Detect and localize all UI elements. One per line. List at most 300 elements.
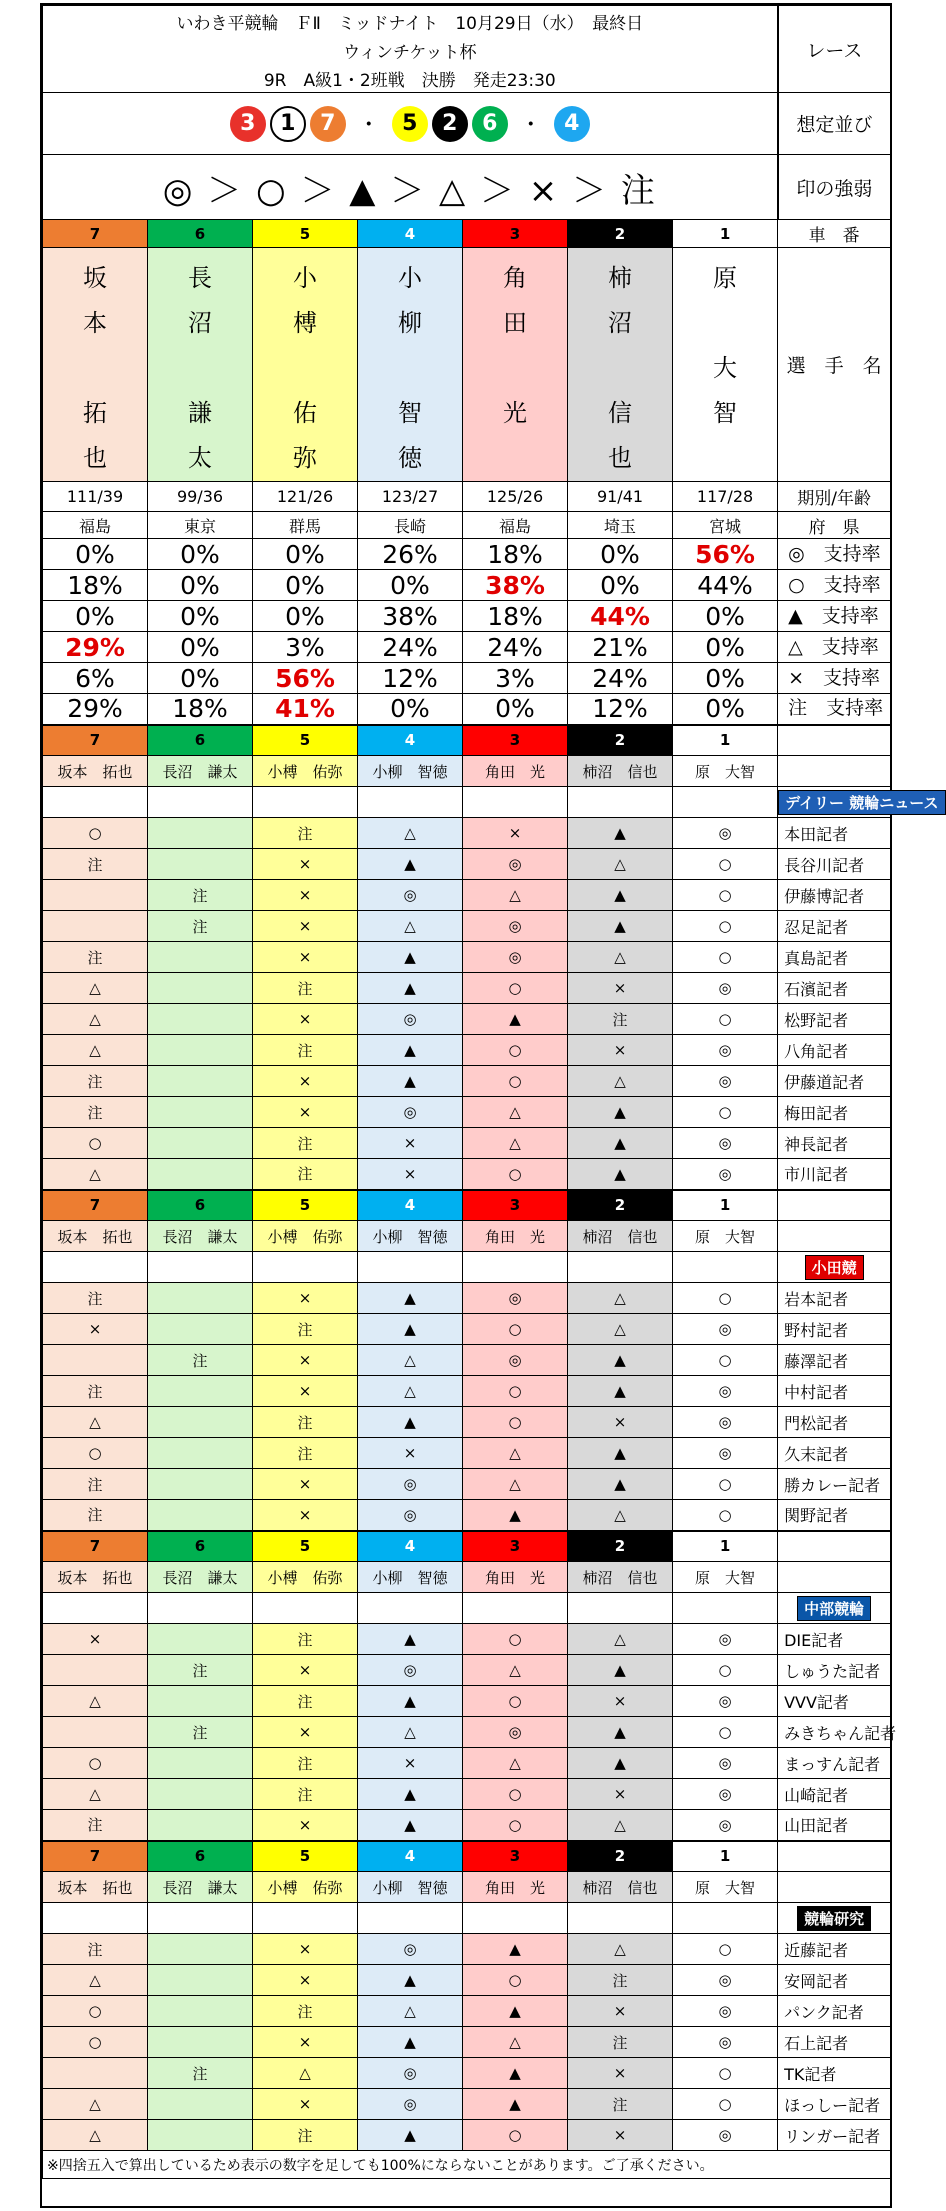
rider-name-char: 智 <box>398 399 422 427</box>
rider-term: 123/27 <box>358 482 463 512</box>
lineup-label: 想定並び <box>778 93 891 155</box>
rider-name-char: 拓 <box>83 399 107 427</box>
support-rate: 21% <box>568 632 673 663</box>
prediction-mark: × <box>253 1810 358 1841</box>
car-number-4: 4 <box>358 220 463 248</box>
group-rider-name: 小柳 智徳 <box>358 756 463 787</box>
prediction-mark <box>148 1624 253 1655</box>
group-rider-name: 原 大智 <box>673 1221 778 1252</box>
term-label: 期別/年齢 <box>778 482 891 512</box>
prediction-mark: 注 <box>253 1996 358 2027</box>
prediction-mark: ◎ <box>358 1469 463 1500</box>
prediction-mark: ▲ <box>358 1624 463 1655</box>
mark-strength: ◎ ＞ ○ ＞ ▲ ＞ △ ＞ × ＞ 注 <box>43 155 778 220</box>
support-rate: 0% <box>253 570 358 601</box>
prediction-mark: × <box>253 942 358 973</box>
group-car-number: 6 <box>148 1190 253 1221</box>
support-rate: 0% <box>148 570 253 601</box>
prediction-mark: ▲ <box>568 1438 673 1469</box>
reporter-name: 神長記者 <box>778 1128 891 1159</box>
group-car-number: 5 <box>253 1190 358 1221</box>
prediction-mark: △ <box>43 1965 148 1996</box>
prediction-mark: ▲ <box>463 1500 568 1531</box>
prediction-mark: ▲ <box>568 1097 673 1128</box>
prediction-mark: 注 <box>253 1624 358 1655</box>
reporter-name: 市川記者 <box>778 1159 891 1190</box>
group-rider-name: 角田 光 <box>463 1872 568 1903</box>
reporter-name: 門松記者 <box>778 1407 891 1438</box>
blank <box>778 1221 891 1252</box>
support-rate: 18% <box>148 694 253 725</box>
rider-name-char: 角 <box>503 264 527 292</box>
rider-name-3 <box>463 248 568 482</box>
car-number-2: 2 <box>568 220 673 248</box>
prediction-mark: ○ <box>673 1283 778 1314</box>
reporter-name: 中村記者 <box>778 1376 891 1407</box>
prediction-mark: × <box>568 2058 673 2089</box>
rider-name-char: 原 <box>713 264 738 292</box>
prediction-mark: ○ <box>673 880 778 911</box>
rider-name-char: 信 <box>608 399 632 427</box>
race-name: ウィンチケット杯 <box>43 37 778 65</box>
blank <box>568 1593 673 1624</box>
prediction-mark: ◎ <box>463 1345 568 1376</box>
prediction-mark: 注 <box>43 849 148 880</box>
group-car-number: 5 <box>253 725 358 756</box>
rider-name-char: 柳 <box>398 309 422 337</box>
prediction-mark <box>148 1438 253 1469</box>
prediction-mark: ◎ <box>358 1004 463 1035</box>
group-rider-name: 小柳 智徳 <box>358 1562 463 1593</box>
prediction-mark: △ <box>43 1159 148 1190</box>
footnote: ※四捨五入で算出しているため表示の数字を足しても100%にならないことがあります。ご了承ください。 <box>43 2151 891 2179</box>
support-label: △ 支持率 <box>778 632 891 663</box>
reporter-name: 八角記者 <box>778 1035 891 1066</box>
reporter-name: ほっしー記者 <box>778 2089 891 2120</box>
group-rider-name: 角田 光 <box>463 1221 568 1252</box>
prediction-mark: ▲ <box>358 1283 463 1314</box>
prediction-mark: △ <box>568 1500 673 1531</box>
prediction-mark: △ <box>568 942 673 973</box>
race-label: レース <box>778 6 891 93</box>
reporter-name: VVV記者 <box>778 1686 891 1717</box>
reporter-name: しゅうた記者 <box>778 1655 891 1686</box>
prediction-mark: ◎ <box>673 1810 778 1841</box>
prediction-mark: △ <box>43 1407 148 1438</box>
prediction-mark: 注 <box>43 1934 148 1965</box>
support-rate: 38% <box>358 601 463 632</box>
prediction-mark: 注 <box>253 973 358 1004</box>
lineup-separator: ・ <box>357 113 380 138</box>
support-label: ◎ 支持率 <box>778 539 891 570</box>
prediction-mark: × <box>568 1686 673 1717</box>
group-car-number: 4 <box>358 1190 463 1221</box>
rider-name-char <box>253 346 357 391</box>
group-car-number: 5 <box>253 1841 358 1872</box>
rider-name-char: 也 <box>83 444 107 472</box>
support-rate: 44% <box>568 601 673 632</box>
prediction-mark: △ <box>463 2027 568 2058</box>
blank <box>358 1593 463 1624</box>
prediction-mark: × <box>358 1438 463 1469</box>
prediction-mark <box>43 1717 148 1748</box>
prediction-mark: 注 <box>253 1159 358 1190</box>
group-car-number: 3 <box>463 1841 568 1872</box>
prediction-mark: △ <box>358 818 463 849</box>
group-car-number: 6 <box>148 1531 253 1562</box>
group-car-number: 3 <box>463 725 568 756</box>
lineup-ball-4: 4 <box>554 106 590 142</box>
prediction-mark: × <box>463 818 568 849</box>
prediction-mark: × <box>568 2120 673 2151</box>
prediction-mark: △ <box>568 1283 673 1314</box>
pref-label: 府 県 <box>778 512 891 539</box>
car-number-1: 1 <box>673 220 778 248</box>
prediction-mark <box>43 911 148 942</box>
prediction-mark: ◎ <box>463 1717 568 1748</box>
support-label: × 支持率 <box>778 663 891 694</box>
prediction-mark: △ <box>358 1345 463 1376</box>
prediction-mark: ◎ <box>673 1035 778 1066</box>
prediction-mark: ○ <box>463 1314 568 1345</box>
prediction-mark: ▲ <box>568 818 673 849</box>
support-label: 注 支持率 <box>778 694 891 725</box>
prediction-mark: × <box>253 1500 358 1531</box>
lineup-ball-2: 2 <box>432 106 468 142</box>
group-car-number: 7 <box>43 725 148 756</box>
prediction-mark: 注 <box>43 1376 148 1407</box>
prediction-mark: ▲ <box>568 1655 673 1686</box>
prediction-mark: △ <box>43 1035 148 1066</box>
prediction-mark: △ <box>568 1624 673 1655</box>
prediction-mark: ◎ <box>463 942 568 973</box>
prediction-mark: ◎ <box>358 1500 463 1531</box>
group-car-number: 2 <box>568 1841 673 1872</box>
prediction-mark: ▲ <box>568 880 673 911</box>
prediction-mark: △ <box>568 1066 673 1097</box>
prediction-mark: ◎ <box>673 973 778 1004</box>
support-rate: 44% <box>673 570 778 601</box>
prediction-mark: ○ <box>463 973 568 1004</box>
prediction-mark: × <box>358 1748 463 1779</box>
prediction-mark: ▲ <box>463 1996 568 2027</box>
prediction-mark: △ <box>568 849 673 880</box>
support-rate: 12% <box>358 663 463 694</box>
prediction-mark: ○ <box>463 1066 568 1097</box>
prediction-mark: ◎ <box>673 1748 778 1779</box>
reporter-name: 真島記者 <box>778 942 891 973</box>
support-rate: 0% <box>673 694 778 725</box>
name-label: 選 手 名 <box>778 248 891 482</box>
prediction-mark: ○ <box>673 2058 778 2089</box>
prediction-mark: × <box>568 1407 673 1438</box>
support-rate: 0% <box>673 601 778 632</box>
prediction-mark: 注 <box>43 1283 148 1314</box>
rider-name-char <box>673 301 777 346</box>
prediction-mark: × <box>253 1965 358 1996</box>
race-info: 9R A級1・2班戦 決勝 発走23:30 <box>43 65 778 93</box>
support-rate: 0% <box>358 570 463 601</box>
rider-name-char: 弥 <box>293 444 317 472</box>
rider-name-char: 智 <box>713 399 738 427</box>
blank <box>778 756 891 787</box>
prediction-mark: × <box>253 1097 358 1128</box>
rider-name-char: 坂 <box>83 264 107 292</box>
prediction-mark: ▲ <box>358 2027 463 2058</box>
prediction-mark: × <box>568 1035 673 1066</box>
blank <box>463 787 568 818</box>
prediction-mark: ◎ <box>358 1097 463 1128</box>
group-rider-name: 坂本 拓也 <box>43 1872 148 1903</box>
prediction-mark: ▲ <box>463 2058 568 2089</box>
prediction-mark <box>148 1376 253 1407</box>
rider-pref: 宮城 <box>673 512 778 539</box>
meet-title: いわき平競輪 ＦⅡ ミッドナイト 10月29日（水） 最終日 <box>43 6 778 37</box>
prediction-mark: ▲ <box>568 1748 673 1779</box>
prediction-mark: ○ <box>673 1345 778 1376</box>
prediction-mark: △ <box>43 1686 148 1717</box>
prediction-mark: △ <box>43 1004 148 1035</box>
prediction-mark <box>148 2120 253 2151</box>
group-rider-name: 柿沼 信也 <box>568 1562 673 1593</box>
support-rate: 18% <box>43 570 148 601</box>
group-rider-name: 小榑 佑弥 <box>253 1872 358 1903</box>
prediction-mark: ▲ <box>568 1376 673 1407</box>
media-logo-text: デイリー 競輪ニュース <box>778 790 945 815</box>
prediction-mark <box>148 1996 253 2027</box>
prediction-mark: × <box>253 1066 358 1097</box>
prediction-mark: 注 <box>148 1345 253 1376</box>
prediction-mark <box>148 1810 253 1841</box>
group-car-number: 6 <box>148 725 253 756</box>
group-car-number: 4 <box>358 725 463 756</box>
support-rate: 6% <box>43 663 148 694</box>
prediction-mark: ▲ <box>358 1965 463 1996</box>
prediction-mark: × <box>43 1314 148 1345</box>
car-number-3: 3 <box>463 220 568 248</box>
prediction-mark: × <box>358 1128 463 1159</box>
blank <box>568 1903 673 1934</box>
prediction-mark: ▲ <box>568 1345 673 1376</box>
prediction-mark: 注 <box>253 1438 358 1469</box>
support-rate: 24% <box>358 632 463 663</box>
prediction-mark: ▲ <box>568 911 673 942</box>
rider-name-char: 光 <box>503 399 527 427</box>
media-logo <box>778 1593 891 1624</box>
prediction-mark: ○ <box>673 1469 778 1500</box>
rider-name-char <box>43 346 147 391</box>
group-car-number: 6 <box>148 1841 253 1872</box>
prediction-mark: ○ <box>673 1717 778 1748</box>
rider-name-char: 小 <box>398 264 422 292</box>
rider-term: 125/26 <box>463 482 568 512</box>
prediction-mark: × <box>253 2089 358 2120</box>
lineup-balls <box>43 93 778 155</box>
blank <box>463 1593 568 1624</box>
prediction-mark: ▲ <box>358 973 463 1004</box>
reporter-name: 長谷川記者 <box>778 849 891 880</box>
prediction-mark: ▲ <box>463 1934 568 1965</box>
group-rider-name: 長沼 謙太 <box>148 1221 253 1252</box>
lineup-ball-7: 7 <box>310 106 346 142</box>
prediction-mark: ◎ <box>358 1655 463 1686</box>
prediction-mark: ◎ <box>673 1996 778 2027</box>
blank <box>148 1593 253 1624</box>
rider-pref: 福島 <box>43 512 148 539</box>
rider-name-char: 徳 <box>398 444 422 472</box>
blank <box>358 787 463 818</box>
rider-name-char: 榑 <box>293 309 317 337</box>
prediction-mark: 注 <box>568 2027 673 2058</box>
prediction-mark: △ <box>43 973 148 1004</box>
prediction-mark: ○ <box>673 1655 778 1686</box>
prediction-mark: ○ <box>673 2089 778 2120</box>
prediction-mark: 注 <box>148 880 253 911</box>
prediction-mark: 注 <box>148 1717 253 1748</box>
rider-pref: 埼玉 <box>568 512 673 539</box>
prediction-mark: 注 <box>253 2120 358 2151</box>
race-sheet <box>40 3 939 2208</box>
rider-name-char: 本 <box>83 309 107 337</box>
car-label: 車 番 <box>778 220 891 248</box>
prediction-mark: ◎ <box>673 1686 778 1717</box>
support-rate: 38% <box>463 570 568 601</box>
prediction-mark: ◎ <box>673 1376 778 1407</box>
prediction-mark: ○ <box>463 1159 568 1190</box>
support-rate: 41% <box>253 694 358 725</box>
media-logo <box>778 1252 891 1283</box>
prediction-mark <box>148 1097 253 1128</box>
group-car-number: 4 <box>358 1531 463 1562</box>
reporter-name: 梅田記者 <box>778 1097 891 1128</box>
prediction-mark <box>43 880 148 911</box>
prediction-mark: △ <box>463 1438 568 1469</box>
prediction-mark: × <box>253 1345 358 1376</box>
group-rider-name: 小柳 智徳 <box>358 1872 463 1903</box>
prediction-mark: × <box>253 2027 358 2058</box>
blank <box>148 787 253 818</box>
reporter-name: リンガー記者 <box>778 2120 891 2151</box>
prediction-mark: × <box>253 1655 358 1686</box>
prediction-mark: × <box>568 973 673 1004</box>
prediction-mark: △ <box>568 1314 673 1345</box>
group-car-number: 1 <box>673 1841 778 1872</box>
group-rider-name: 柿沼 信也 <box>568 1872 673 1903</box>
prediction-mark: × <box>253 1004 358 1035</box>
rider-term: 121/26 <box>253 482 358 512</box>
support-rate: 0% <box>148 663 253 694</box>
blank <box>43 1593 148 1624</box>
reporter-name: 山田記者 <box>778 1810 891 1841</box>
prediction-mark <box>148 1469 253 1500</box>
prediction-mark: ◎ <box>673 1624 778 1655</box>
support-rate: 0% <box>673 632 778 663</box>
prediction-mark <box>148 1500 253 1531</box>
group-car-number: 2 <box>568 1190 673 1221</box>
prediction-mark: 注 <box>253 1686 358 1717</box>
support-rate: 0% <box>568 539 673 570</box>
prediction-mark: ▲ <box>463 2089 568 2120</box>
group-rider-name: 小榑 佑弥 <box>253 1562 358 1593</box>
group-car-number: 2 <box>568 725 673 756</box>
rider-name-char: 太 <box>188 444 212 472</box>
blank <box>778 1872 891 1903</box>
rider-name-5 <box>253 248 358 482</box>
support-rate: 0% <box>148 601 253 632</box>
prediction-mark: △ <box>358 1376 463 1407</box>
prediction-mark: 注 <box>568 2089 673 2120</box>
group-rider-name: 柿沼 信也 <box>568 756 673 787</box>
prediction-mark: × <box>253 1934 358 1965</box>
reporter-name: 久末記者 <box>778 1438 891 1469</box>
prediction-mark <box>148 1128 253 1159</box>
group-car-number: 2 <box>568 1531 673 1562</box>
prediction-mark <box>43 2058 148 2089</box>
prediction-mark: ▲ <box>358 1779 463 1810</box>
group-car-number: 3 <box>463 1190 568 1221</box>
blank <box>673 787 778 818</box>
prediction-mark <box>148 973 253 1004</box>
prediction-mark: ◎ <box>673 1066 778 1097</box>
prediction-mark: ◎ <box>463 1283 568 1314</box>
group-rider-name: 長沼 謙太 <box>148 1872 253 1903</box>
strength-label: 印の強弱 <box>778 155 891 220</box>
media-logo-text: 中部競輪 <box>797 1596 871 1621</box>
reporter-name: TK記者 <box>778 2058 891 2089</box>
blank <box>778 1562 891 1593</box>
prediction-mark: ▲ <box>568 1469 673 1500</box>
rider-term: 111/39 <box>43 482 148 512</box>
prediction-mark: △ <box>43 2120 148 2151</box>
rider-name-char <box>148 346 252 391</box>
prediction-mark: ○ <box>43 1128 148 1159</box>
reporter-name: 松野記者 <box>778 1004 891 1035</box>
group-car-number: 3 <box>463 1531 568 1562</box>
support-rate: 56% <box>253 663 358 694</box>
prediction-mark: ▲ <box>568 1159 673 1190</box>
blank <box>778 725 891 756</box>
prediction-mark: × <box>253 911 358 942</box>
group-rider-name: 長沼 謙太 <box>148 756 253 787</box>
prediction-mark: ▲ <box>463 1004 568 1035</box>
car-number-5: 5 <box>253 220 358 248</box>
prediction-mark: ▲ <box>358 849 463 880</box>
car-number-6: 6 <box>148 220 253 248</box>
reporter-name: パンク記者 <box>778 1996 891 2027</box>
reporter-name: 伊藤道記者 <box>778 1066 891 1097</box>
group-car-number: 7 <box>43 1841 148 1872</box>
prediction-mark: ○ <box>673 911 778 942</box>
support-label: ○ 支持率 <box>778 570 891 601</box>
prediction-mark: △ <box>358 911 463 942</box>
prediction-mark: × <box>43 1624 148 1655</box>
rider-name-char: 田 <box>503 309 527 337</box>
media-logo <box>778 1903 891 1934</box>
prediction-mark: ○ <box>43 818 148 849</box>
reporter-name: 近藤記者 <box>778 1934 891 1965</box>
prediction-mark: ◎ <box>673 1779 778 1810</box>
media-logo-text: 競輪研究 <box>797 1906 871 1931</box>
support-rate: 0% <box>148 539 253 570</box>
group-car-number: 1 <box>673 1190 778 1221</box>
prediction-mark: ○ <box>43 1438 148 1469</box>
prediction-mark <box>148 849 253 880</box>
blank <box>778 1190 891 1221</box>
blank <box>463 1252 568 1283</box>
support-rate: 0% <box>253 601 358 632</box>
rider-name-char: 大 <box>713 354 738 382</box>
blank <box>43 1903 148 1934</box>
